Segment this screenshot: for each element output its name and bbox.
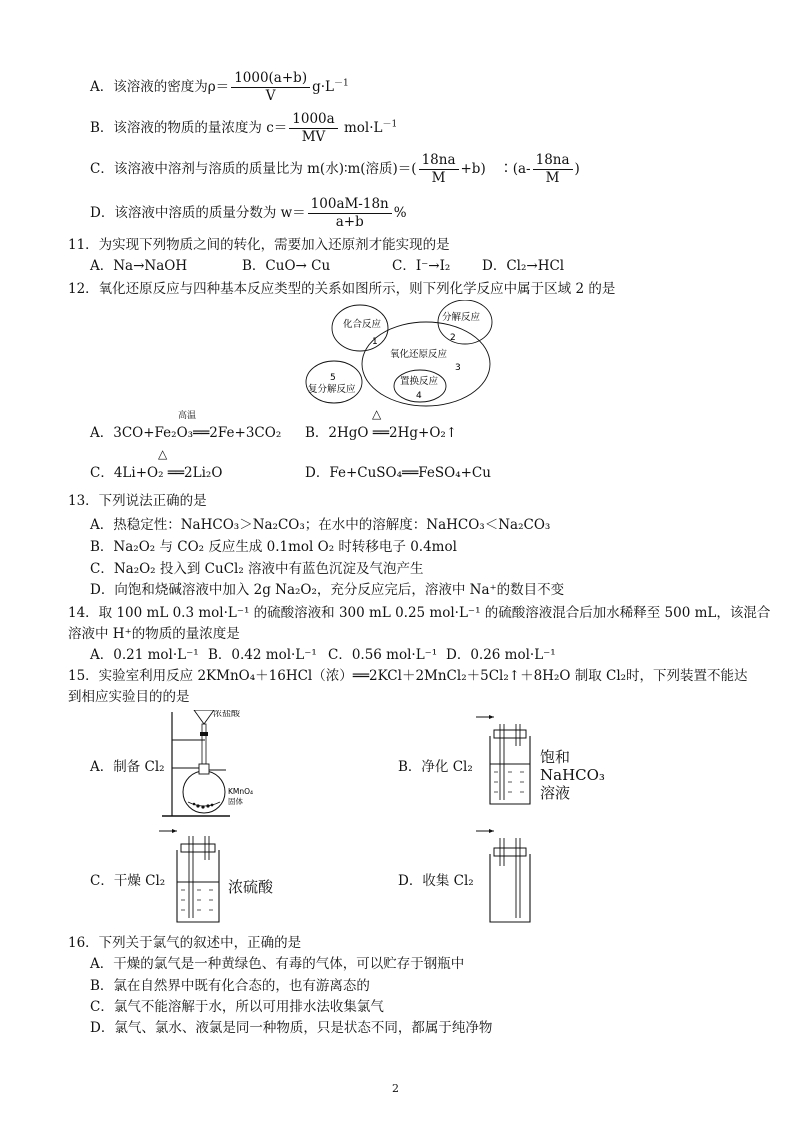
q11-stem: 11．为实现下列物质之间的转化，需要加入还原剂才能实现的是 [68, 237, 450, 253]
q15-stem-line2: 到相应实验目的的是 [68, 689, 190, 705]
label-displacement: 置换反应 [400, 376, 439, 387]
q13-option-c: C．Na₂O₂ 投入到 CuCl₂ 溶液中有蓝色沉淀及气泡产生 [90, 561, 424, 577]
q10-d-denominator: a+b [335, 214, 364, 230]
q10-c-denominator-1: M [431, 170, 446, 186]
q10-c-numerator-2: 18na [533, 152, 573, 170]
q10-a-exp: －1 [334, 78, 349, 89]
q10-a-text: A．该溶液的密度为ρ＝ [90, 79, 230, 95]
q10-b-denominator: MV [301, 129, 326, 145]
q12-option-b: B．2HgO ══2Hg+O₂↑ [305, 425, 458, 441]
q14-stem-line2: 溶液中 H⁺的物质的量浓度是 [68, 626, 240, 642]
q11-option-d: D．Cl₂→HCl [482, 258, 565, 274]
label-combination: 化合反应 [343, 319, 382, 330]
apparatus-d-collector [468, 826, 548, 926]
bottle-icon [490, 736, 530, 804]
q13-option-a: A．热稳定性：NaHCO₃＞Na₂CO₃；在水中的溶解度：NaHCO₃＜Na₂CO₃ [90, 517, 551, 533]
q11-option-c: C．I⁻→I₂ [392, 258, 451, 274]
q10-c-denominator-2: M [545, 170, 560, 186]
q15-option-c: C．干燥 Cl₂ [90, 873, 166, 889]
q10-c-fraction-2 [533, 152, 573, 187]
q16-option-d: D．氯气、氯水、液氯是同一种物质，只是状态不同，都属于纯净物 [90, 1020, 493, 1036]
q10-option-d [90, 196, 407, 231]
label-solid: 固体 [228, 797, 243, 806]
bottle-icon [177, 850, 219, 922]
q10-b-numerator: 1000a [289, 111, 337, 129]
label-double-displacement: 复分解反应 [308, 384, 356, 395]
label-conc-h2so4: 浓硫酸 [228, 878, 274, 896]
q10-b-fraction [289, 111, 337, 146]
q13-stem: 13．下列说法正确的是 [68, 493, 207, 509]
region-5: 5 [330, 373, 336, 383]
q13-option-d: D．向饱和烧碱溶液中加入 2g Na₂O₂，充分反应完后，溶液中 Na⁺的数目不变 [90, 582, 565, 598]
apparatus-c-dryer [155, 826, 235, 926]
q10-option-a [90, 70, 349, 105]
q12-option-a: A．3CO+Fe₂O₃══2Fe+3CO₂ [90, 425, 282, 441]
label-nahco3: NaHCO₃ [540, 766, 605, 784]
region-2: 2 [450, 333, 456, 343]
q15-option-a: A．制备 Cl₂ [90, 759, 165, 775]
funnel-icon [194, 710, 214, 724]
q14-option-a: A．0.21 mol·L⁻¹ [90, 647, 199, 663]
q10-c-end: ) [574, 161, 580, 177]
apparatus-b-washer [468, 712, 548, 812]
q16-option-c: C．氯气不能溶解于水，所以可用排水法收集氯气 [90, 999, 384, 1015]
region-4: 4 [416, 391, 422, 401]
q10-c-fraction-1 [419, 152, 459, 187]
q15-option-b: B．净化 Cl₂ [398, 759, 473, 775]
q16-option-a: A．干燥的氯气是一种黄绿色、有毒的气体，可以贮存于钢瓶中 [90, 956, 465, 972]
q11-option-a: A．Na→NaOH [90, 258, 188, 274]
q14-option-c: C．0.56 mol·L⁻¹ [328, 647, 438, 663]
q15-stem-line1: 15．实验室利用反应 2KMnO₄＋16HCl（浓）══2KCl＋2MnCl₂＋5Cl₂↑＋8H₂O 制取 Cl₂时，下列装置不能达 [68, 668, 748, 684]
bottle-icon [490, 854, 530, 922]
q16-stem: 16．下列关于氯气的叙述中，正确的是 [68, 935, 302, 951]
q10-a-numerator: 1000(a+b) [231, 70, 310, 88]
q10-d-fraction [308, 196, 392, 231]
q12-option-d: D．Fe+CuSO₄══FeSO₄+Cu [305, 465, 491, 481]
q10-a-fraction [231, 70, 310, 105]
region-3: 3 [455, 363, 461, 373]
q10-d-unit: % [393, 205, 407, 221]
q12-a-condition: 高温 [178, 411, 197, 421]
q14-stem-line1: 14．取 100 mL 0.3 mol·L⁻¹ 的硫酸溶液和 300 mL 0.25 mol·L⁻¹ 的硫酸溶液混合后加水稀释至 500 mL，该混合 [68, 605, 771, 621]
label-decomposition: 分解反应 [442, 312, 481, 323]
q10-b-text: B．该溶液的物质的量浓度为 c＝ [90, 120, 288, 136]
q10-d-numerator: 100aM-18n [308, 196, 392, 214]
label-conc-hcl: 浓盐酸 [213, 710, 241, 719]
q12-venn-diagram [300, 300, 510, 412]
q13-option-b: B．Na₂O₂ 与 CO₂ 反应生成 0.1mol O₂ 时转移电子 0.4mol [90, 539, 457, 555]
q10-option-b [90, 111, 397, 146]
redox-circle [362, 322, 490, 406]
q14-option-d: D．0.26 mol·L⁻¹ [446, 647, 556, 663]
q10-c-numerator-1: 18na [419, 152, 459, 170]
region-1: 1 [372, 337, 378, 347]
label-redox: 氧化还原反应 [390, 349, 448, 360]
q10-c-text: C．该溶液中溶剂与溶质的质量比为 m(水)∶m(溶质)＝( [90, 161, 417, 177]
q10-option-c [90, 152, 580, 187]
label-solution: 溶液 [540, 784, 571, 802]
q12-c-condition: △ [158, 447, 168, 461]
q10-d-text: D．该溶液中溶质的质量分数为 w＝ [90, 205, 306, 221]
q10-c-mid: +b) ∶(a- [460, 161, 531, 177]
label-saturated: 饱和 [540, 748, 571, 766]
q12-stem: 12．氧化还原反应与四种基本反应类型的关系如图所示，则下列化学反应中属于区域 2 的是 [68, 281, 616, 297]
q16-option-b: B．氯在自然界中既有化合态的，也有游离态的 [90, 978, 370, 994]
q12-option-c: C．4Li+O₂ ══2Li₂O [90, 465, 223, 481]
q15-option-d: D．收集 Cl₂ [398, 873, 474, 889]
q10-b-unit: mol·L [343, 120, 383, 136]
q10-b-exp: －1 [382, 119, 398, 130]
label-kmno4: KMnO₄ [228, 787, 254, 796]
q14-option-b: B．0.42 mol·L⁻¹ [208, 647, 317, 663]
apparatus-a-generator [160, 710, 280, 820]
q10-a-denominator: V [265, 88, 276, 104]
q10-a-unit: g·L [312, 79, 334, 95]
q12-b-condition: △ [372, 407, 382, 421]
page-number: 2 [392, 1082, 399, 1095]
q11-option-b: B．CuO→ Cu [242, 258, 331, 274]
